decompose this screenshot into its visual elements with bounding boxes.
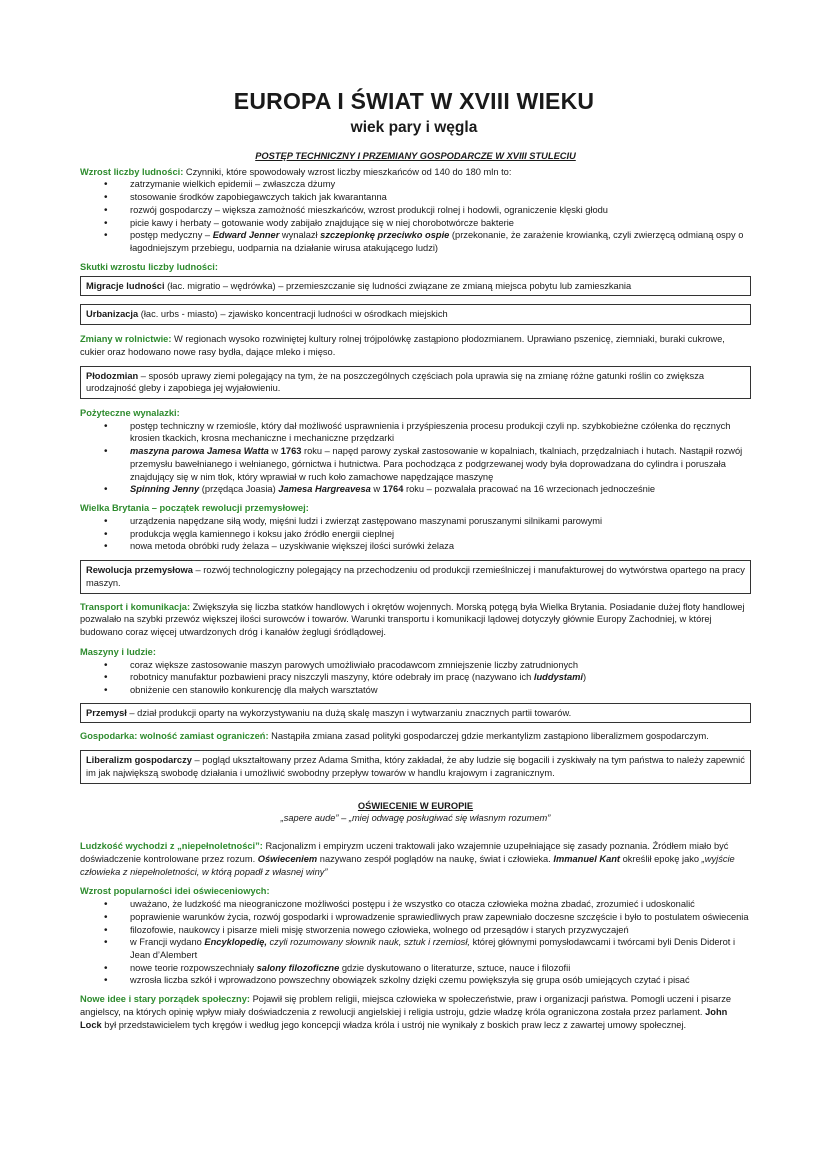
gospodarka-block [80,730,751,783]
list-item: • produkcja węgla kamiennego i koksu jako źródło energii cieplnej [80,528,751,541]
gospodarka-heading: Gospodarka: wolność zamiast ograniczeń: [80,731,269,742]
brytania-block [80,502,751,593]
definition-box-migracje: Migracje ludności (łac. migratio – wędrówka) – przemieszczanie się ludności związane ze zmianą miejsca pobytu lub zamieszkania [80,276,751,297]
wzrost-intro: Czynniki, które spowodowały wzrost liczby mieszkańców od 140 do 180 mln to: [183,166,512,177]
wynalazki-block [80,407,751,496]
brytania-heading: Wielka Brytania – początek rewolucji przemysłowej: [80,503,309,514]
definition-box-rewolucja: Rewolucja przemysłowa – rozwój technologiczny polegający na przechodzeniu od produkcji rzemieślniczej i manufakturowej do wytwórstwa opartego na pracy maszyn. [80,560,751,593]
section-1 [80,150,751,1031]
wzrost-heading: Wzrost liczby ludności: [80,166,184,177]
rolnictwo-heading: Zmiany w rolnictwie: [80,334,172,345]
list-item: • stosowanie środków zapobiegawczych takich jak kwarantanna [80,191,751,204]
page-subtitle: wiek pary i węgla [350,119,478,136]
page-title: EUROPA I ŚWIAT W XVIII WIEKU [233,88,595,114]
transport-block [80,601,751,639]
list-item: • postęp medyczny – Edward Jenner wynalazł szczepionkę przeciwko ospie (przekonanie, że zarażenie krowianką, czyli zwierzęcą odmianą ospy o łagodniejszym przebiegu, uodparnia na działanie wirusa atakującego ludzi) [80,229,751,254]
rolnictwo-text: W regionach wysoko rozwiniętej kultury rolnej trójpolówkę zastąpiono płodozmianem. Uprawiano pszenicę, ziemniaki, buraki cukrowe, cukier oraz hodowano nowe rasy bydła, dające mleko i mięso. [80,334,725,357]
popularnosc-block [80,885,751,987]
motto: „sapere aude” – „miej odwagę posługiwać się własnym rozumem” [280,813,551,824]
list-item: • maszyna parowa Jamesa Watta w 1763 roku – napęd parowy zyskał zastosowanie w kopalniach, tkalniach, przędzalniach i hutach. Nastąpił rozwój przemysłu bawełnianego i wełnianego, górnictwa i hutnictwa. Para pochodząca z podgrzewanej wody była doprowadzana do cylindra i poruszała znajdujący się w nim tłok, który wprawiał w ruch koło zamachowe napędzające maszynę [80,445,751,483]
list-item: • uważano, że ludzkość ma nieograniczone możliwości postępu i że wszystko co otacza człowieka można zbadać, zrozumieć i udoskonalić [80,898,751,911]
transport-heading: Transport i komunikacja: [80,601,191,612]
list-item: • picie kawy i herbaty – gotowanie wody zabijało znajdujące się w niej chorobotwórcze bakterie [80,217,751,230]
ludzkosc-block: Ludzkość wychodzi z „niepełnoletności”: Racjonalizm i empiryzm uczeni traktowali jako wzajemnie uzupełniające się zasady poznania. Źródłem miało być doświadczenie kontrolowane przez rozum. Oświeceniem nazywano zespół poglądów na naukę, świat i człowieka. Immanuel Kant określił epokę jako „wyjście człowieka z niepełnoletności, w którą popadł z własnej winy” [80,841,735,877]
list-item: • robotnicy manufaktur pozbawieni pracy niszczyli maszyny, które odebrały im pracę (nazywano ich luddystami) [80,671,751,684]
maszyny-heading: Maszyny i ludzie: [80,646,156,657]
section-1-title: POSTĘP TECHNICZNY I PRZEMIANY GOSPODARCZE W XVIII STULECIU [255,151,576,161]
list-item: • w Francji wydano Encyklopedię, czyli rozumowany słownik nauk, sztuk i rzemiosł, której głównymi pomysłodawcami i twórcami byli Denis Diderot i Jean d’Alembert [80,936,751,961]
list-item: • postęp techniczny w rzemiośle, który dał możliwość usprawnienia i przyśpieszenia procesu produkcji czyli np. szybkobieżne czółenka do ręcznych krosien tkackich, krosna mechaniczne i mechaniczne przędzarki [80,420,751,445]
nowe-heading: Nowe idee i stary porządek społeczny: [80,994,250,1005]
definition-box-przemysl: Przemysł – dział produkcji oparty na wykorzystywaniu na dużą skalę maszyn i wytwarzaniu znacznych partii towarów. [80,703,751,724]
list-item: • obniżenie cen stanowiło konkurencję dla małych warsztatów [80,684,751,697]
list-item: • zatrzymanie wielkich epidemii – zwłaszcza dżumy [80,178,751,191]
list-item: • filozofowie, naukowcy i pisarze mieli misję stworzenia nowego człowieka, wolnego od przesądów i starych przyzwyczajeń [80,924,751,937]
gospodarka-text: Nastąpiła zmiana zasad polityki gospodarczej gdzie merkantylizm zastąpiono liberalizmem gospodarczym. [268,731,709,742]
ludzkosc-heading: Ludzkość wychodzi z „niepełnoletności”: [80,841,263,852]
definition-box-plodozmian: Płodozmian – sposób uprawy ziemi polegający na tym, że na poszczególnych częściach pola uprawia się na zmianę różne gatunki roślin co zwiększa urodzajność gleby i zapobiega jej wyjałowieniu. [80,366,751,399]
wzrost-list [80,178,751,254]
wynalazki-heading: Pożyteczne wynalazki: [80,408,180,419]
list-item: • nowe teorie rozpowszechniały salony filozoficzne gdzie dyskutowano o literaturze, sztuce, nauce i filozofii [80,962,751,975]
list-item: • rozwój gospodarczy – większa zamożność mieszkańców, wzrost produkcji rolnej i hodowli, ograniczenie klęski głodu [80,204,751,217]
list-item: • coraz większe zastosowanie maszyn parowych umożliwiało pracodawcom zmniejszenie liczby zatrudnionych [80,659,751,672]
list-item: • poprawienie warunków życia, rozwój gospodarki i wprowadzenie sprawiedliwych praw zapewniało doczesne szczęście i było to postulatem oświecenia [80,911,751,924]
list-item: • Spinning Jenny (przędąca Joasia) Jamesa Hargreavesa w 1764 roku – pozwalała pracować na 16 wrzecionach jednocześnie [80,483,751,496]
wynalazki-list [80,420,751,496]
transport-text: Zwiększyła się liczba statków handlowych i okrętów wojennych. Morską potęgą była Wielka Brytania. Posiadanie dużej floty handlowej pozwalało na szybki przewóz większej ilości surowców i towarów. Warunki transportu i komunikacji lądowej dotyczyły głównie Europy Zachodniej, w której budowano coraz więcej utwardzonych dróg i kanałów żeglugi śródlądowej. [80,601,745,638]
definition-box-liberalizm: Liberalizm gospodarczy – pogląd ukształtowany przez Adama Smitha, który zakładał, że aby ludzie się bogacili i zyskiwały na tym państwa to należy zapewnić im jak największą swobodę działania i umożliwić swobodny przepływ towarów w handlu krajowym i zagranicznym. [80,750,751,783]
popularnosc-list [80,898,751,987]
list-item: • wzrosła liczba szkół i wprowadzono powszechny obowiązek szkolny dzięki czemu powiększyła się grupa osób umiejących czytać i pisać [80,974,751,987]
maszyny-list [80,659,751,697]
section-2 [80,800,751,825]
brytania-list [80,515,751,553]
skutki-heading: Skutki wzrostu liczby ludności: [80,261,218,272]
definition-box-urbanizacja: Urbanizacja (łac. urbs - miasto) – zjawisko koncentracji ludności w ośrodkach miejskich [80,304,751,325]
list-item: • urządzenia napędzane siłą wody, mięśni ludzi i zwierząt zastępowano maszynami poruszanymi silnikami parowymi [80,515,751,528]
wzrost-block [80,166,751,255]
list-item: • nowa metoda obróbki rudy żelaza – uzyskiwanie większej ilości surówki żelaza [80,540,751,553]
popularnosc-heading: Wzrost popularności idei oświeceniowych: [80,886,270,897]
rolnictwo-block [80,333,751,399]
nowe-block: Nowe idee i stary porządek społeczny: Pojawił się problem religii, miejsca człowieka w społeczeństwie, praw i organizacji państwa. Pomogli uczeni i pisarze angielscy, na których opinię wpływ miały doświadczenia z rewolucji angielskiej i religia ustroju, gdzie władzę króla ograniczona została przez parlament. John Lock był przedstawicielem tych kręgów i według jego koncepcji władza króla i ustrój nie wynikały z boskich praw lecz z zawartej umowy społecznej. [80,994,732,1030]
maszyny-block [80,646,751,724]
skutki-block [80,261,751,325]
section-2-title: OŚWIECENIE W EUROPIE [357,800,474,811]
